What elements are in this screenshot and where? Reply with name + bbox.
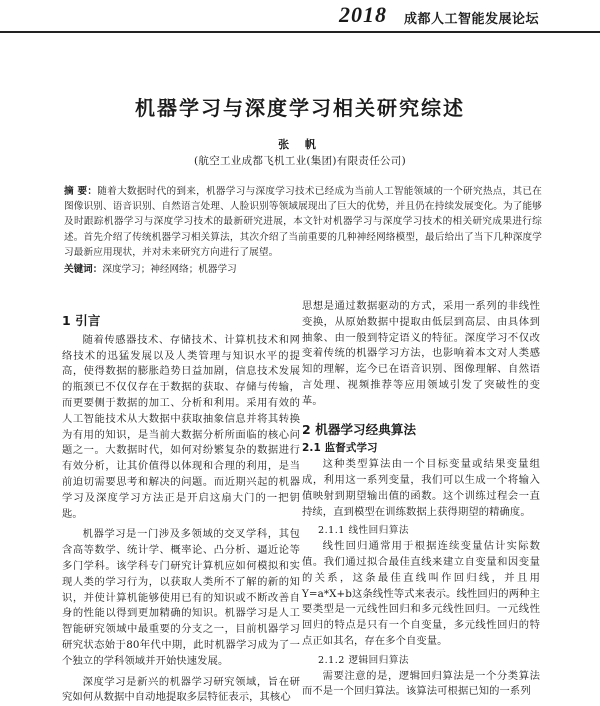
paper-author: 张 帆 <box>278 138 322 151</box>
intro-paragraph-1: 随着传感器技术、存储技术、计算机技术和网络技术的迅猛发展以及人类管理与知识水平的提高，使得数据的膨胀趋势日益加剧，信息技术发展的瓶颈已不仅仅存在于数据的获取、存储与传输，而更要侧于数据的加工、分析和利用。采用有效的人工智能技术从大数据中获取抽象信息并将其转换为有用的知识，是当前大数据分析所面临的核心问题之一。大数据时代，如何对纷繁复杂的数据进行有效分析，让其价值得以体现和合理的利用，是当前迫切需要思考和解决的问题。而近期兴起的机器学习及深度学习方法正是开启这扇大门的一把钥匙。 <box>62 333 300 520</box>
section-heading-introduction: 1 引言 <box>62 313 101 328</box>
abstract <box>64 184 542 260</box>
logistic-regression-paragraph: 需要注意的是，逻辑回归算法是一个分类算法而不是一个回归算法。该算法可根据已知的一系列 <box>302 669 540 698</box>
keywords <box>64 261 542 275</box>
intro-paragraph-3: 深度学习是新兴的机器学习研究领域，旨在研究如何从数据中自动地提取多层特征表示，其核心 <box>62 675 300 704</box>
paper-title: 机器学习与深度学习相关研究综述 <box>135 96 465 120</box>
header-year: 2018 <box>339 2 387 27</box>
header-rule <box>0 31 600 33</box>
keywords-text: 深度学习；神经网络；机器学习 <box>102 264 237 275</box>
section-heading-ml-algorithms: 2 机器学习经典算法 <box>302 421 417 437</box>
subsubsection-heading-linear-regression: 2.1.1 线性回归算法 <box>318 525 410 537</box>
right-column <box>302 299 540 700</box>
abstract-label: 摘 要： <box>64 186 98 197</box>
abstract-text: 随着大数据时代的到来，机器学习与深度学习技术已经成为当前人工智能领域的一个研究热点，其已在图像识别、语音识别、自然语言处理、人脸识别等领域展现出了巨大的优势，并且仍在持续发展变化。为了能够及时跟踪机器学习与深度学习技术的最新研究进展，本文针对机器学习与深度学习技术的相关研究成果进行综述。首先介绍了传统机器学习相关算法，其次介绍了当前重要的几种神经网络模型，最后给出了当下几种深度学习最新应用现状，并对未来研究方向进行了展望。 <box>64 186 542 258</box>
keywords-label: 关键词： <box>64 264 103 275</box>
header-journal-title: 成都人工智能发展论坛 <box>404 12 540 27</box>
right-continued-paragraph: 思想是通过数据驱动的方式，采用一系列的非线性变换，从原始数据中提取由低层到高层、由具体到抽象、由一般到特定语义的特征。深度学习不仅改变着传统的机器学习方法，也影响着本文对人类感知的理解，迄今已在语音识别、图像理解、自然语言处理、视频推荐等应用领域引发了突破性的变革。 <box>302 300 540 407</box>
paper-affiliation: (航空工业成都飞机工业(集团)有限责任公司) <box>194 155 406 167</box>
intro-paragraph-2: 机器学习是一门涉及多领域的交叉学科，其包含高等数学、统计学、概率论、凸分析、逼近论等多门学科。该学科专门研究计算机应如何模拟和实现人类的学习行为，以获取人类所不了解的新的知识，并使计算机能够使用已有的知识或不断改善自身的性能以得到更加精确的知识。机器学习是人工智能研究领域中最重要的分支之一，目前机器学习研究状态始于80年代中期，此时机器学习成为了一个独立的学科领域并开始快速发展。 <box>62 528 300 667</box>
subsubsection-heading-logistic-regression: 2.1.2 逻辑回归算法 <box>318 654 410 666</box>
linear-regression-paragraph: 线性回归通常用于根据连续变量估计实际数值。我们通过拟合最佳直线来建立自变量和因变量的关系，这条最佳直线叫作回归线，并且用Y=a*X+b这条线性等式来表示。线性回归的两种主要类型是一元线性回归和多元线性回归。一元线性回归的特点是只有一个自变量，多元线性回归的特点正如其名，存在多个自变量。 <box>302 540 540 647</box>
subsection-heading-supervised: 2.1 监督式学习 <box>302 442 378 455</box>
left-column <box>62 313 300 706</box>
supervised-paragraph: 这种类型算法由一个目标变量或结果变量组成，利用这一系列变量，我们可以生成一个将输入值映射到期望输出值的函数。这个训练过程会一直持续，直到模型在训练数据上获得期望的精确度。 <box>302 458 540 518</box>
